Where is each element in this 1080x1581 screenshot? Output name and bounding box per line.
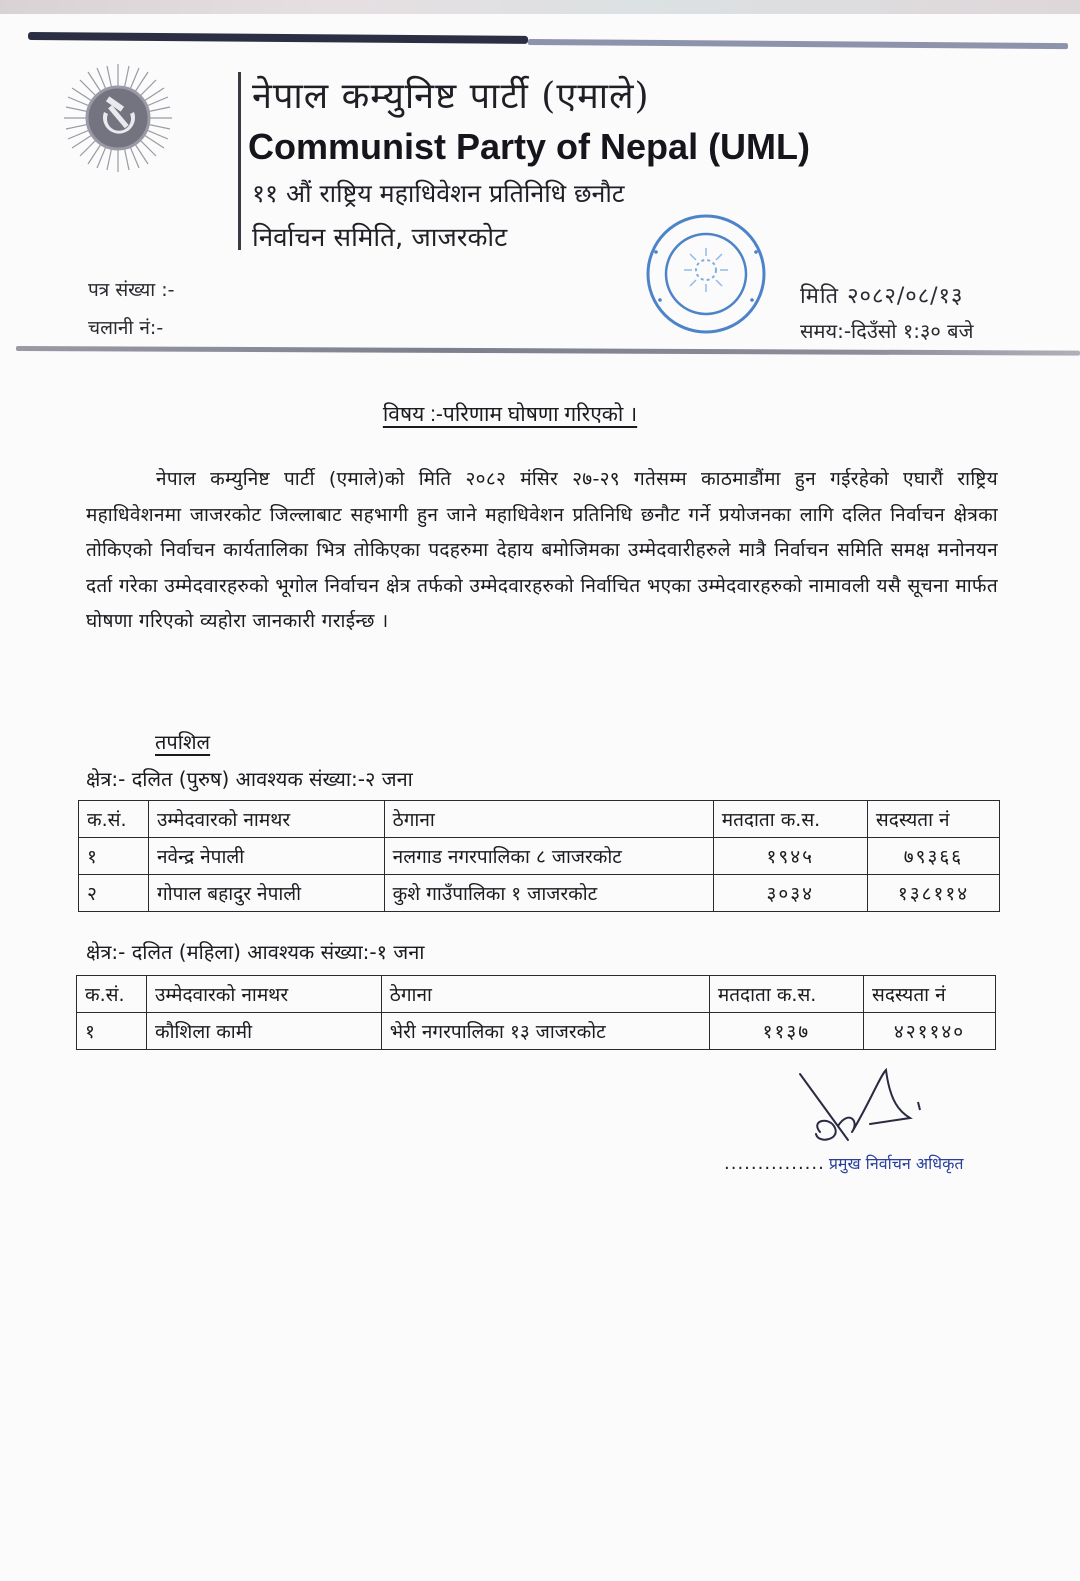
cell-membership-no: १३८११४ — [867, 875, 999, 912]
header-sn: क.सं. — [77, 976, 147, 1013]
table-row — [77, 1013, 996, 1050]
cell-sn: १ — [79, 838, 149, 875]
cell-address: कुशे गाउँपालिका १ जाजरकोट — [384, 875, 713, 912]
committee-name: निर्वाचन समिति, जाजरकोट — [252, 223, 508, 253]
header-voter-no: मतदाता क.स. — [713, 801, 867, 838]
candidates-table-female — [76, 975, 996, 1050]
header-membership-no: सदस्यता नं — [863, 976, 995, 1013]
party-emblem-icon — [64, 64, 172, 172]
issue-date: मिति २०८२/०८/१३ — [800, 284, 964, 309]
cell-membership-no: ४२११४० — [863, 1013, 995, 1050]
cell-voter-no: ११३७ — [709, 1013, 863, 1050]
subject-text: विषय :-परिणाम घोषणा गरिएको । — [382, 403, 638, 426]
header-name: उम्मेदवारको नामथर — [147, 976, 382, 1013]
table-header-row — [77, 976, 996, 1013]
header-top-rule — [28, 32, 1070, 52]
candidates-table-male — [78, 800, 1000, 912]
cell-membership-no: ७९३६६ — [867, 838, 999, 875]
letterhead-subtitle: ११ औं राष्ट्रिय महाधिवेशन प्रतिनिधि छनौट — [252, 179, 625, 208]
signatory-title: प्रमुख निर्वाचन अधिकृत — [828, 1154, 964, 1173]
cell-name: नवेन्द्र नेपाली — [149, 838, 385, 875]
cell-sn: १ — [77, 1013, 147, 1050]
header-voter-no: मतदाता क.स. — [709, 976, 863, 1013]
section-heading-male: क्षेत्र:- दलित (पुरुष) आवश्यक संख्या:-२ जना — [86, 767, 413, 791]
table-row — [79, 838, 1000, 875]
header-address: ठेगाना — [384, 801, 713, 838]
header-top-rule-dark — [28, 32, 528, 44]
party-name-nepali: नेपाल कम्युनिष्ट पार्टी (एमाले) — [252, 76, 650, 117]
header-sn: क.सं. — [79, 801, 149, 838]
cell-address: भेरी नगरपालिका १३ जाजरकोट — [381, 1013, 709, 1050]
signature-block — [724, 1152, 963, 1174]
dispatch-number-label: चलानी नं:- — [88, 317, 164, 339]
table-row — [79, 875, 1000, 912]
section-heading-female: क्षेत्र:- दलित (महिला) आवश्यक संख्या:-१ जना — [86, 940, 425, 964]
header-address: ठेगाना — [381, 976, 709, 1013]
cell-sn: २ — [79, 875, 149, 912]
signature-dotted-line: ............... — [724, 1153, 825, 1174]
letter-number-label: पत्र संख्या :- — [88, 279, 175, 301]
details-heading: तपशिल — [155, 730, 211, 754]
cell-voter-no: १९४५ — [713, 838, 867, 875]
cell-address: नलगाड नगरपालिका ८ जाजरकोट — [384, 838, 713, 875]
party-name-english: Communist Party of Nepal (UML) — [248, 126, 811, 167]
notice-body: नेपाल कम्युनिष्ट पार्टी (एमाले)को मिति २०८२ मंसिर २७-२९ गतेसम्म काठमाडौंमा हुन गईरहेको एघारौं राष्ट्रिय महाधिवेशनमा जाजरकोट जिल्लाबाट सहभागी हुन जाने महाधिवेशन प्रतिनिधि छनौट गर्ने प्रयोजनका लागि दलित निर्वाचन क्षेत्रका तोकिएको निर्वाचन कार्यतालिका भित्र तोकिएका पदहरुमा देहाय बमोजिमका उम्मेदवारीहरुले मात्रै निर्वाचन समिति समक्ष मनोनयन दर्ता गरेका उम्मेदवारहरुको भूगोल निर्वाचन क्षेत्र तर्फको उम्मेदवारहरुको निर्वाचित भएका उम्मेदवारहरुको नामावली यसै सूचना मार्फत घोषणा गरिएको व्यहोरा जानकारी गराईन्छ । — [86, 468, 998, 632]
header-membership-no: सदस्यता नं — [867, 801, 999, 838]
subject-line — [0, 400, 1080, 428]
official-stamp-icon — [626, 212, 786, 336]
header-top-rule-light — [528, 39, 1068, 49]
cell-name: गोपाल बहादुर नेपाली — [149, 875, 385, 912]
top-page-shadow — [0, 0, 1080, 14]
cell-voter-no: ३०३४ — [713, 875, 867, 912]
cell-name: कौशिला कामी — [147, 1013, 382, 1050]
issue-time: समय:-दिउँसो १:३० बजे — [800, 319, 974, 343]
header-name: उम्मेदवारको नामथर — [149, 801, 385, 838]
letterhead-divider — [238, 72, 241, 250]
handwritten-signature-icon — [790, 1068, 930, 1148]
table-header-row — [79, 801, 1000, 838]
header-bottom-rule — [16, 346, 1080, 356]
